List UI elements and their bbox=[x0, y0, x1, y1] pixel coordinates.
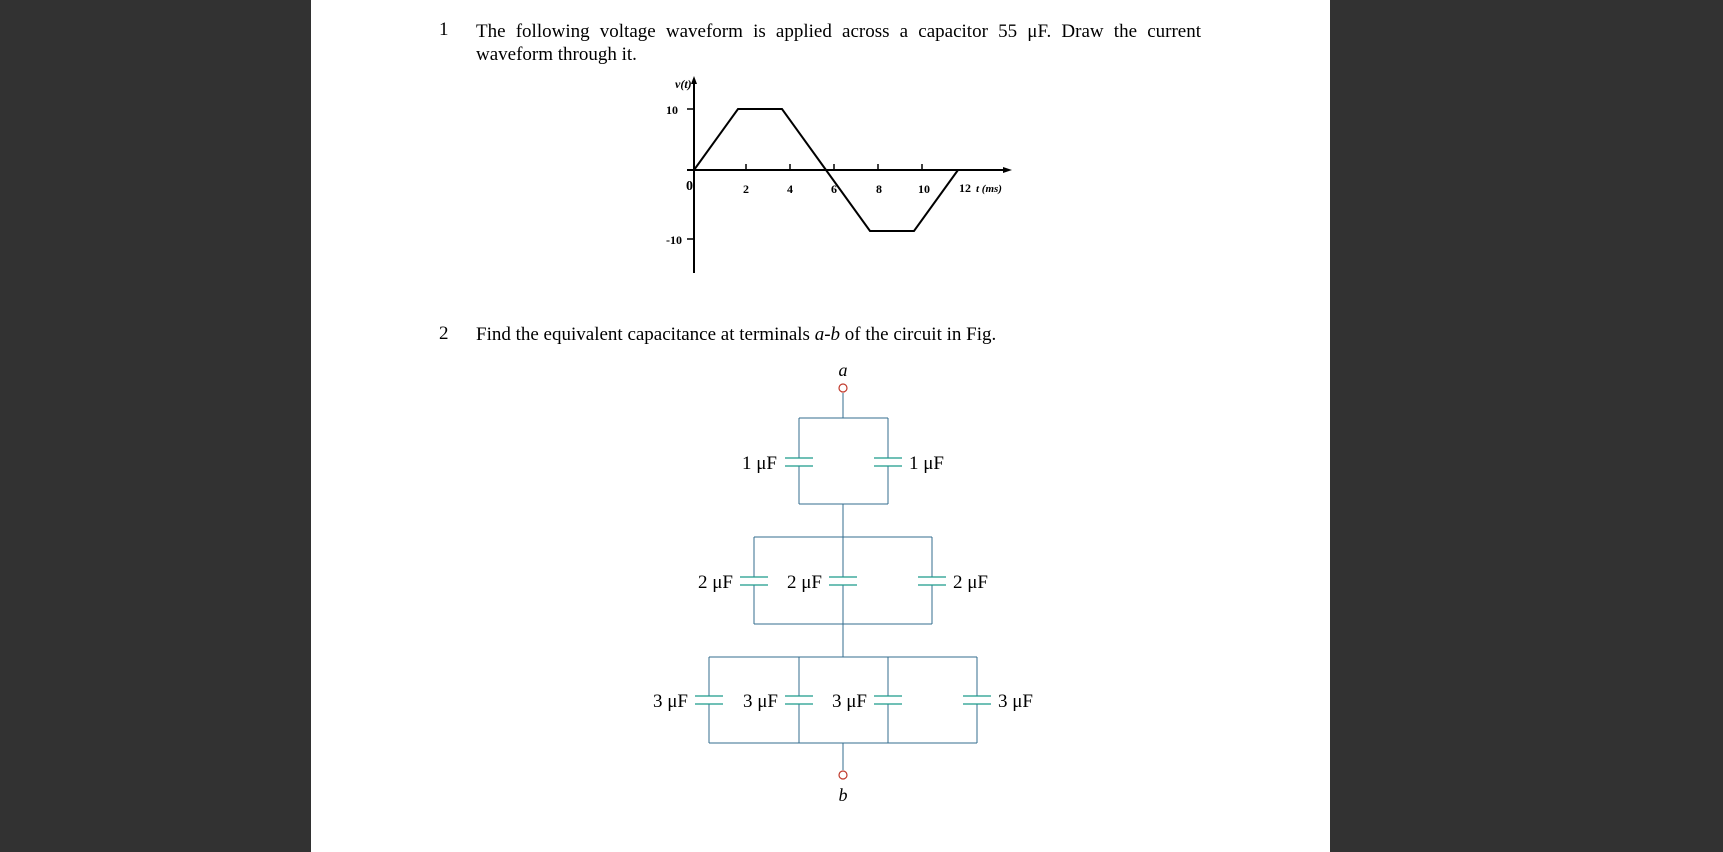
capacitor-3d bbox=[963, 696, 991, 704]
question-2-text bbox=[476, 323, 996, 346]
label-1a: 1 μF bbox=[741, 453, 777, 474]
question-1-line-1: The following voltage waveform is applied across a capacitor 55 μF. Draw the current bbox=[476, 21, 1201, 42]
document-page bbox=[311, 0, 1330, 852]
capacitor-3c bbox=[874, 696, 902, 704]
question-1-number: 1 bbox=[439, 19, 449, 40]
terminal-b-label: b bbox=[838, 785, 848, 805]
x-tick-label-12: 12 bbox=[959, 181, 971, 195]
capacitor-2b bbox=[829, 577, 857, 585]
question-2-text-end: of the circuit in Fig. bbox=[840, 324, 997, 345]
terminal-b-node bbox=[839, 771, 847, 779]
label-3d: 3 μF bbox=[998, 691, 1034, 712]
x-axis-label: t (ms) bbox=[976, 183, 1002, 195]
y-tick-label-10: 10 bbox=[666, 103, 678, 117]
question-2-terminal-b: b bbox=[830, 324, 841, 345]
capacitor-2a bbox=[740, 577, 768, 585]
question-2-text-start: Find the equivalent capacitance at terminals bbox=[476, 324, 815, 345]
label-3b: 3 μF bbox=[742, 691, 778, 712]
label-3a: 3 μF bbox=[652, 691, 688, 712]
label-2c: 2 μF bbox=[953, 572, 989, 593]
question-2-terminal-a: a bbox=[814, 324, 825, 345]
x-tick-label-4: 4 bbox=[787, 182, 793, 196]
question-2-dash: - bbox=[824, 324, 831, 345]
terminal-a-label: a bbox=[838, 360, 848, 380]
y-axis-label: v(t) bbox=[675, 77, 692, 91]
capacitor-2c bbox=[918, 577, 946, 585]
voltage-waveform-graph bbox=[311, 0, 1330, 300]
terminal-a-node bbox=[839, 384, 847, 392]
capacitor-3a bbox=[695, 696, 723, 704]
question-1-line-2: waveform through it. bbox=[476, 44, 637, 65]
capacitor-1b bbox=[874, 458, 902, 466]
y-tick-label-minus-10: -10 bbox=[666, 233, 682, 247]
label-3c: 3 μF bbox=[831, 691, 867, 712]
x-tick-label-2: 2 bbox=[743, 182, 749, 196]
origin-label: 0 bbox=[686, 179, 693, 194]
capacitor-1a bbox=[785, 458, 813, 466]
x-tick-label-6: 6 bbox=[831, 182, 837, 196]
label-1b: 1 μF bbox=[909, 453, 945, 474]
capacitor-3b bbox=[785, 696, 813, 704]
capacitor-circuit-diagram bbox=[311, 350, 1330, 820]
x-tick-label-10: 10 bbox=[918, 182, 930, 196]
x-tick-label-8: 8 bbox=[876, 182, 882, 196]
label-2b: 2 μF bbox=[786, 572, 822, 593]
label-2a: 2 μF bbox=[697, 572, 733, 593]
question-2-number: 2 bbox=[439, 323, 449, 344]
